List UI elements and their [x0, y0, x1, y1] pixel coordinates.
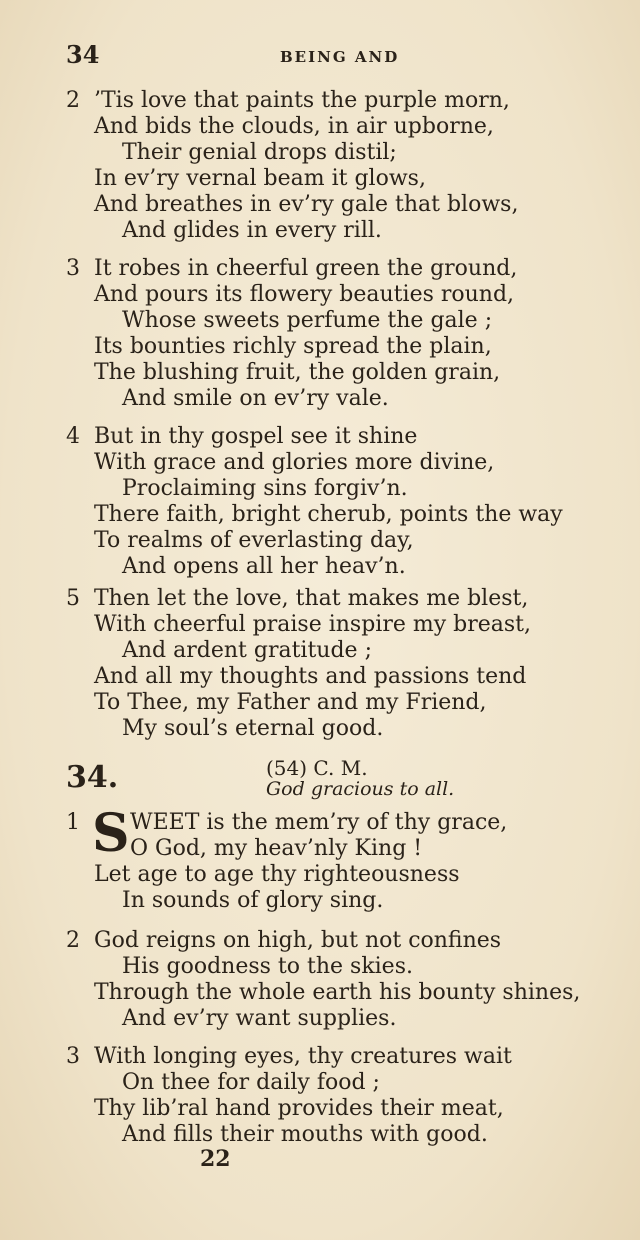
verse-line: And bids the clouds, in air upborne,: [94, 114, 494, 139]
verse-line: But in thy gospel see it shine: [94, 424, 418, 449]
page-number: 34: [66, 40, 100, 69]
verse-line: And glides in every rill.: [122, 218, 382, 243]
stanza-number: 3: [66, 1044, 80, 1069]
verse-line: Thy lib’ral hand provides their meat,: [94, 1096, 504, 1121]
verse-line: Its bounties richly spread the plain,: [94, 334, 492, 359]
verse-line: The blushing fruit, the golden grain,: [94, 360, 501, 385]
verse-line: And breathes in ev’ry gale that blows,: [94, 192, 519, 217]
verse-line: God reigns on high, but not confines: [94, 928, 502, 953]
verse-line: There faith, bright cherub, points the way: [94, 502, 563, 527]
drop-cap: S: [92, 803, 130, 864]
verse-line: His goodness to the skies.: [122, 954, 413, 979]
hymn-title: God gracious to all.: [266, 778, 455, 800]
verse-line: In sounds of glory sing.: [122, 888, 384, 913]
verse-line: WEET is the mem’ry of thy grace,: [130, 810, 508, 835]
stanza-number: 1: [66, 810, 80, 835]
verse-line: And ardent gratitude ;: [122, 638, 372, 663]
verse-line: To Thee, my Father and my Friend,: [94, 690, 487, 715]
verse-line: With grace and glories more divine,: [94, 450, 495, 475]
stanza-number: 2: [66, 928, 80, 953]
verse-line: ’Tis love that paints the purple morn,: [94, 88, 510, 113]
verse-line: On thee for daily food ;: [122, 1070, 380, 1095]
verse-line: And pours its flowery beauties round,: [94, 282, 515, 307]
verse-line: It robes in cheerful green the ground,: [94, 256, 518, 281]
verse-line: Let age to age thy righteousness: [94, 862, 460, 887]
verse-line: And smile on ev’ry vale.: [122, 386, 389, 411]
stanza-number: 2: [66, 88, 80, 113]
verse-line: O God, my heav’nly King !: [130, 836, 423, 861]
hymn-meter: (54) C. M.: [266, 756, 368, 780]
verse-line: With longing eyes, thy creatures wait: [94, 1044, 512, 1069]
verse-line: In ev’ry vernal beam it glows,: [94, 166, 426, 191]
verse-line: My soul’s eternal good.: [122, 716, 384, 741]
verse-line: Whose sweets perfume the gale ;: [122, 308, 493, 333]
stanza-number: 5: [66, 586, 80, 611]
stanza-number: 4: [66, 424, 80, 449]
signature-mark: 22: [200, 1146, 231, 1172]
verse-line: And fills their mouths with good.: [122, 1122, 488, 1147]
verse-line: And ev’ry want supplies.: [122, 1006, 397, 1031]
verse-line: Their genial drops distil;: [122, 140, 397, 165]
hymn-number: 34.: [66, 760, 119, 795]
verse-line: With cheerful praise inspire my breast,: [94, 612, 531, 637]
verse-line: And opens all her heav’n.: [122, 554, 406, 579]
running-head: BEING AND: [280, 48, 400, 66]
verse-line: Then let the love, that makes me blest,: [94, 586, 529, 611]
verse-line: To realms of everlasting day,: [94, 528, 414, 553]
verse-line: And all my thoughts and passions tend: [94, 664, 527, 689]
stanza-number: 3: [66, 256, 80, 281]
verse-line: Proclaiming sins forgiv’n.: [122, 476, 408, 501]
verse-line: Through the whole earth his bounty shines,: [94, 980, 581, 1005]
